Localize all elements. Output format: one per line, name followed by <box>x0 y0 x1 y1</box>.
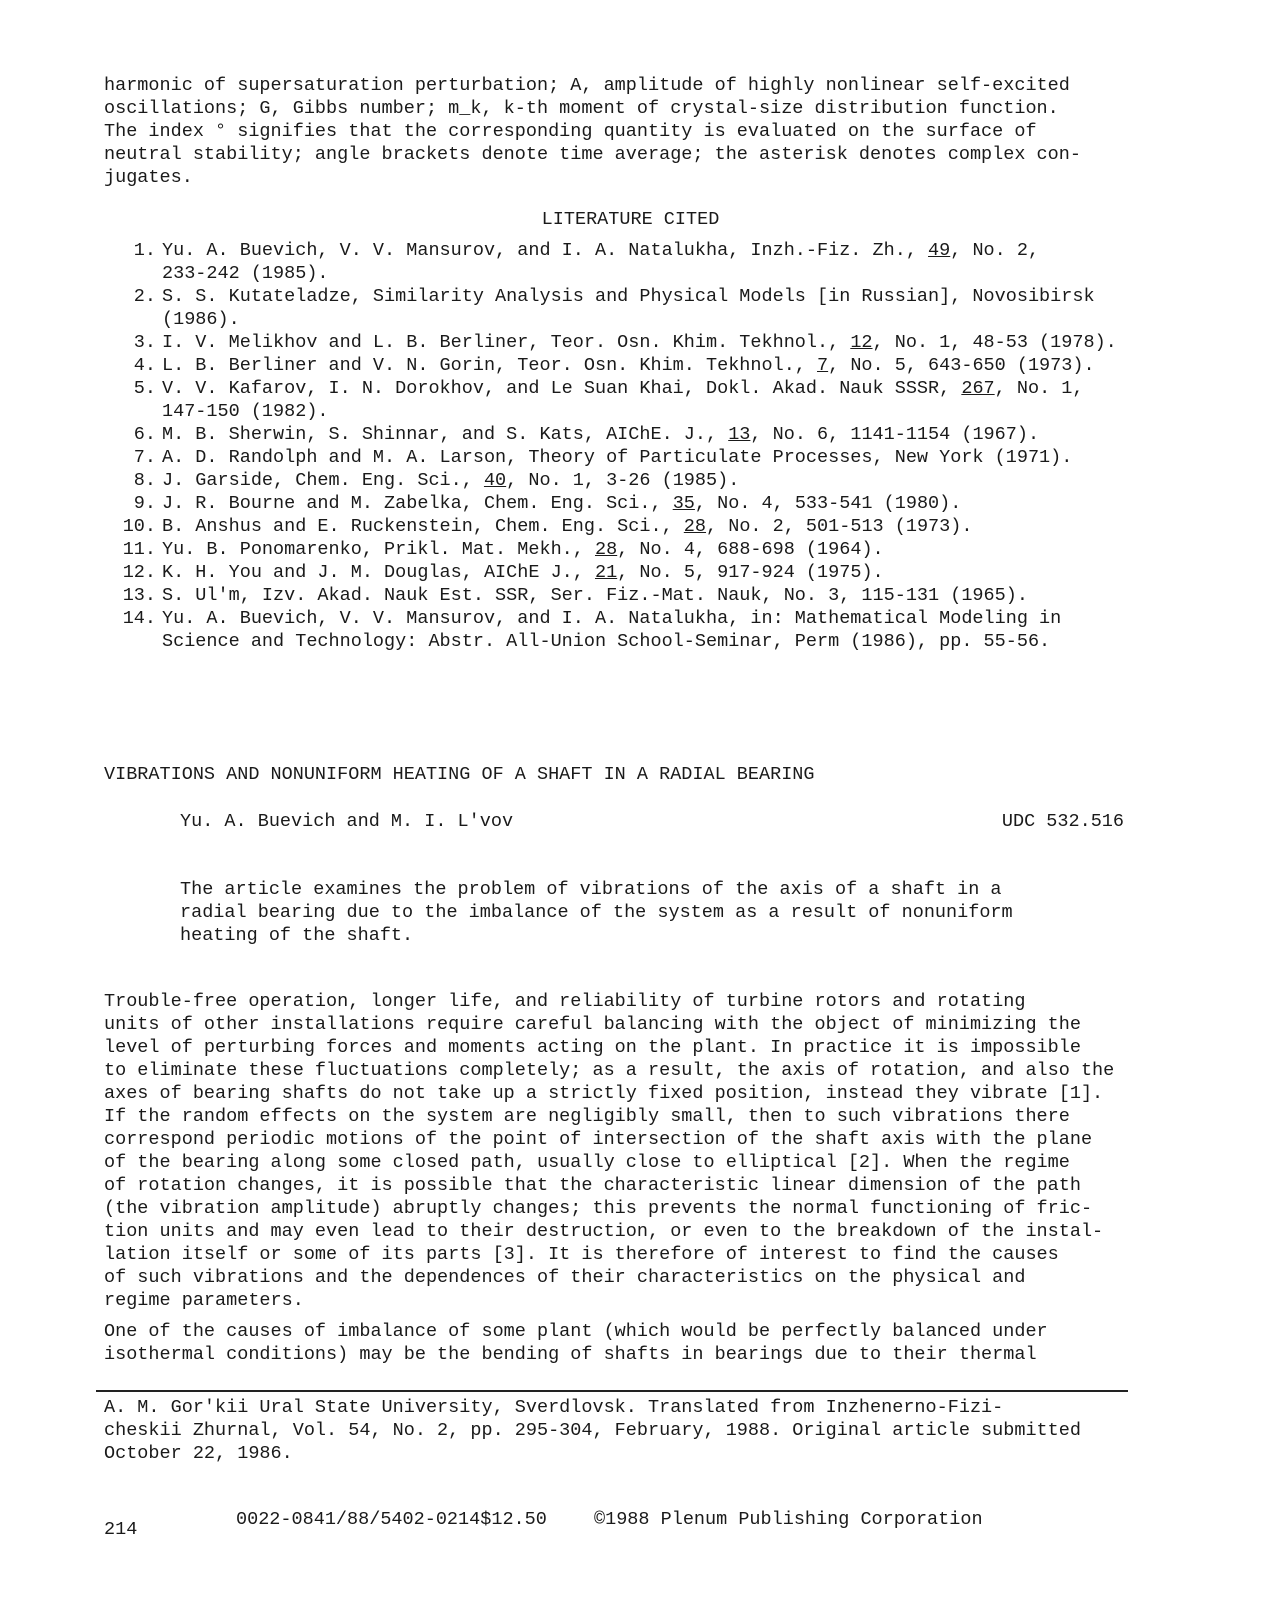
reference-text <box>162 423 1184 446</box>
reference-citation: Yu. A. Buevich, V. V. Mansurov, and I. A. Natalukha, in: Mathematical Modeling in Science and Technology: Abstr. All-Union School-Seminar, Perm (1986), pp. 55-56. <box>162 608 1062 652</box>
reference-details: , No. 5, 917-924 (1975). <box>617 562 884 583</box>
reference-number: 8. <box>133 470 156 491</box>
reference-text <box>162 492 1184 515</box>
literature-cited-heading: LITERATURE CITED <box>541 209 720 230</box>
reference-text <box>162 538 1184 561</box>
reference-volume: 40 <box>483 470 507 491</box>
reference-citation: Yu. A. Buevich, V. V. Mansurov, and I. A. Natalukha, Inzh.-Fiz. Zh., <box>162 240 929 261</box>
reference-details: , No. 5, 643-650 (1973). <box>828 355 1095 376</box>
reference-item <box>104 423 1184 446</box>
reference-number: 12. <box>122 562 156 583</box>
reference-item <box>104 377 1184 423</box>
body-paragraph-1: Trouble-free operation, longer life, and reliability of turbine rotors and rotating units of other installations require careful balancing with the object of minimizing the level of perturbing forces and moments acting on the plant. In practice it is impossible to eliminate these fluctuations completely; as a result, the axis of rotation, and also the axes of bearing shafts do not take up a strictly fixed position, instead they vibrate [1]. If the random effects on the system are negligibly small, then to such vibrations there correspond periodic motions of the point of intersection of the shaft axis with the plane of the bearing along some closed path, usually close to elliptical [2]. When the regime of rotation changes, it is possible that the characteristic linear dimension of the path (the vibration amplitude) abruptly changes; this prevents the normal functioning of fric- tion units and may even lead to their destruction, or even to the breakdown of the instal- lation itself or some of its parts [3]. It is therefore of interest to find the causes of such vibrations and the dependences of their characteristics on the physical and regime parameters. <box>104 991 1115 1311</box>
reference-citation: L. B. Berliner and V. N. Gorin, Teor. Osn. Khim. Tekhnol., <box>162 355 818 376</box>
reference-citation: I. V. Melikhov and L. B. Berliner, Teor. Osn. Khim. Tekhnol., <box>162 332 851 353</box>
reference-item <box>104 538 1184 561</box>
reference-details: , No. 2, 233-242 (1985). <box>162 240 1040 284</box>
reference-item <box>104 561 1184 584</box>
price-code: 0022-0841/88/5402-0214$12.50 <box>236 1509 547 1530</box>
reference-text <box>162 377 1184 423</box>
reference-number: 10. <box>122 516 156 537</box>
reference-details: , No. 1, 147-150 (1982). <box>162 378 1084 422</box>
reference-number: 9. <box>133 493 156 514</box>
reference-list <box>104 239 1184 653</box>
reference-item <box>104 607 1184 653</box>
reference-citation: S. S. Kutateladze, Similarity Analysis and Physical Models [in Russian], Novosibirsk (1986). <box>162 286 1095 330</box>
copyright-line: ©1988 Plenum Publishing Corporation <box>594 1509 983 1530</box>
reference-volume: 49 <box>928 240 951 261</box>
reference-volume: 13 <box>728 424 751 445</box>
notation-paragraph: harmonic of supersaturation perturbation; A, amplitude of highly nonlinear self-excited oscillations; G, Gibbs number; m_k, k-th moment of crystal-size distribution function. The index ° signifies that the corresponding quantity is evaluated on the surface of neutral stability; angle brackets denote time average; the asterisk denotes complex con- jugates. <box>104 75 1081 188</box>
footnote-divider <box>96 1390 1128 1392</box>
reference-text <box>162 607 1184 653</box>
body-paragraph-2: One of the causes of imbalance of some plant (which would be perfectly balanced under isothermal conditions) may be the bending of shafts in bearings due to their thermal <box>104 1321 1048 1365</box>
reference-text <box>162 331 1184 354</box>
reference-details: , No. 1, 3-26 (1985). <box>506 470 740 491</box>
article-authors: Yu. A. Buevich and M. I. L'vov <box>180 811 514 832</box>
reference-text <box>162 446 1184 469</box>
reference-number: 6. <box>133 424 156 445</box>
reference-item <box>104 515 1184 538</box>
reference-citation: Yu. B. Ponomarenko, Prikl. Mat. Mekh., <box>162 539 595 560</box>
reference-item <box>104 446 1184 469</box>
reference-volume: 7 <box>817 355 829 376</box>
reference-number: 1. <box>133 240 156 261</box>
reference-citation: J. Garside, Chem. Eng. Sci., <box>162 470 484 491</box>
reference-item <box>104 469 1184 492</box>
reference-details: , No. 4, 688-698 (1964). <box>617 539 884 560</box>
reference-text <box>162 239 1184 285</box>
reference-volume: 21 <box>594 562 618 583</box>
reference-citation: S. Ul'm, Izv. Akad. Nauk Est. SSR, Ser. Fiz.-Mat. Nauk, No. 3, 115-131 (1965). <box>162 585 1028 606</box>
reference-text <box>162 469 1184 492</box>
reference-citation: A. D. Randolph and M. A. Larson, Theory of Particulate Processes, New York (1971). <box>162 447 1073 468</box>
reference-volume: 12 <box>850 332 873 353</box>
reference-volume: 35 <box>672 493 695 514</box>
reference-volume: 267 <box>961 378 995 399</box>
reference-item <box>104 354 1184 377</box>
reference-text <box>162 354 1184 377</box>
article-title: VIBRATIONS AND NONUNIFORM HEATING OF A SHAFT IN A RADIAL BEARING <box>104 764 815 785</box>
reference-volume: 28 <box>594 539 618 560</box>
reference-number: 11. <box>122 539 156 560</box>
reference-item <box>104 492 1184 515</box>
reference-volume: 28 <box>683 516 707 537</box>
reference-number: 7. <box>133 447 156 468</box>
reference-citation: J. R. Bourne and M. Zabelka, Chem. Eng. Sci., <box>162 493 673 514</box>
udc-code: UDC 532.516 <box>1001 811 1124 832</box>
reference-text <box>162 285 1184 331</box>
reference-citation: B. Anshus and E. Ruckenstein, Chem. Eng. Sci., <box>162 516 684 537</box>
footnote-affiliation: A. M. Gor'kii Ural State University, Sverdlovsk. Translated from Inzhenerno-Fizi- cheskii Zhurnal, Vol. 54, No. 2, pp. 295-304, February, 1988. Original article submitted October 22, 1986. <box>104 1397 1081 1464</box>
reference-details: , No. 2, 501-513 (1973). <box>706 516 973 537</box>
reference-item <box>104 239 1184 285</box>
reference-details: , No. 1, 48-53 (1978). <box>872 332 1117 353</box>
reference-number: 3. <box>133 332 156 353</box>
reference-number: 2. <box>133 286 156 307</box>
reference-item <box>104 584 1184 607</box>
reference-text <box>162 584 1184 607</box>
reference-number: 14. <box>122 608 156 629</box>
page-number: 214 <box>104 1519 138 1540</box>
reference-item <box>104 285 1184 331</box>
reference-citation: K. H. You and J. M. Douglas, AIChE J., <box>162 562 595 583</box>
article-abstract: The article examines the problem of vibrations of the axis of a shaft in a radial bearing due to the imbalance of the system as a result of nonuniform heating of the shaft. <box>180 879 1013 946</box>
reference-number: 5. <box>133 378 156 399</box>
reference-details: , No. 6, 1141-1154 (1967). <box>750 424 1040 445</box>
reference-text <box>162 561 1184 584</box>
reference-citation: V. V. Kafarov, I. N. Dorokhov, and Le Suan Khai, Dokl. Akad. Nauk SSSR, <box>162 378 962 399</box>
reference-details: , No. 4, 533-541 (1980). <box>694 493 962 514</box>
reference-item <box>104 331 1184 354</box>
reference-citation: M. B. Sherwin, S. Shinnar, and S. Kats, AIChE. J., <box>162 424 729 445</box>
reference-number: 4. <box>133 355 156 376</box>
reference-number: 13. <box>122 585 156 606</box>
reference-text <box>162 515 1184 538</box>
